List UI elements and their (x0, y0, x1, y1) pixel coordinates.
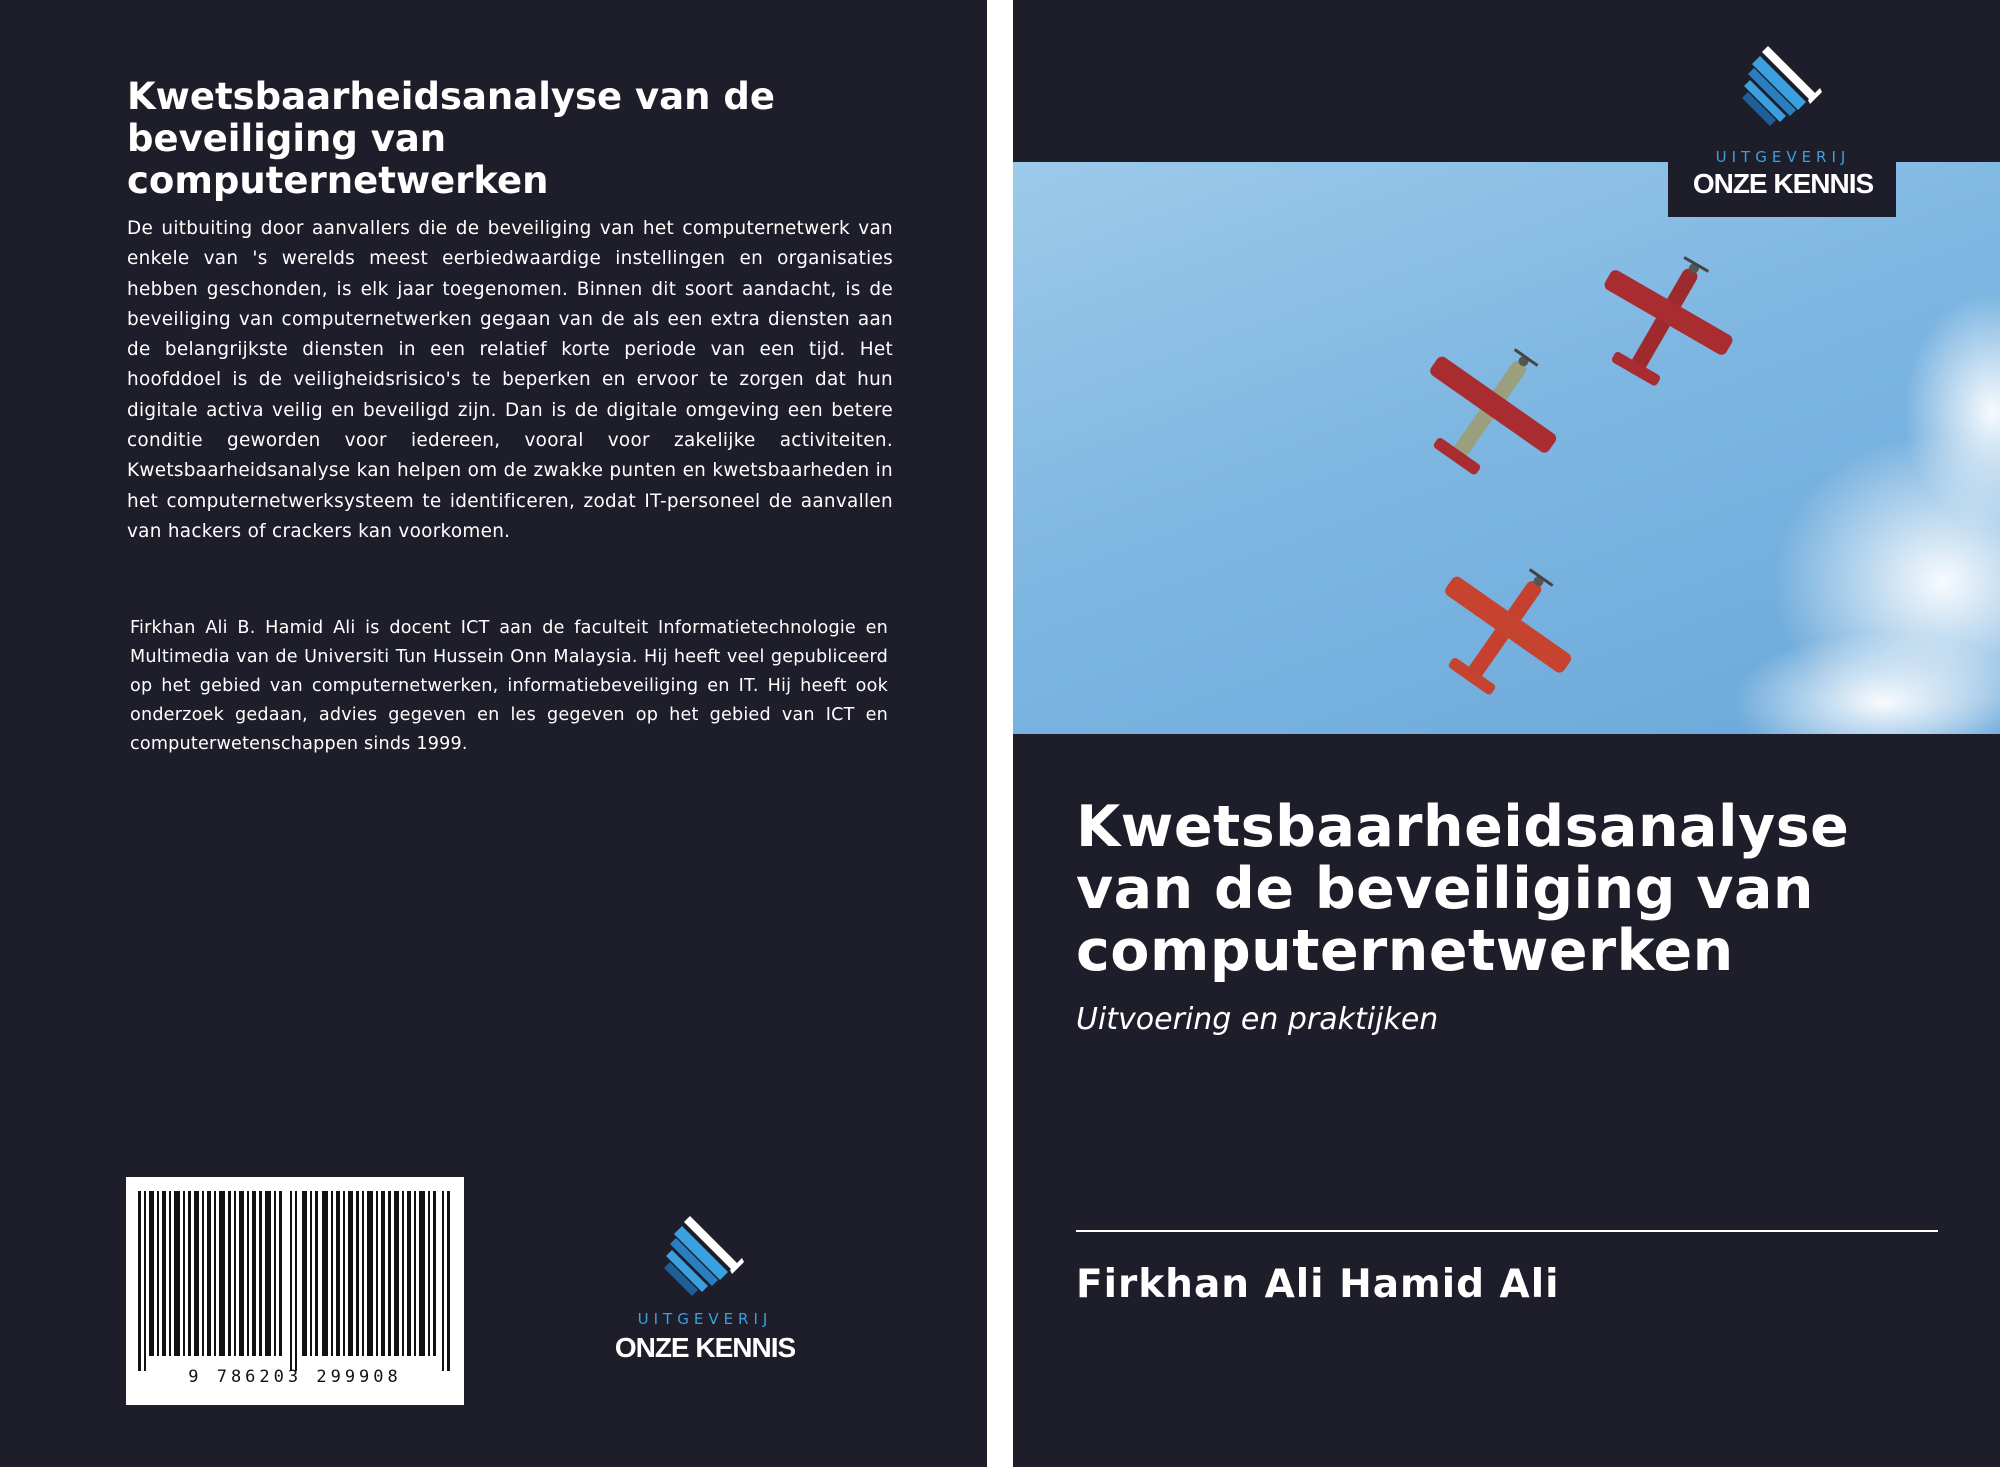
back-cover-blurb: De uitbuiting door aanvallers die de beveiliging van het computernetwerk van enkele van 's werelds meest eerbiedwaardige instellingen en organisaties hebben geschonden, is elk jaar toegenomen. Binnen dit soort aandacht, is de beveiliging van computernetwerken gegaan van de als een extra diensten aan de belangrijkste diensten in een relatief korte periode van een tijd. Het hoofddoel is de veiligheidsrisico's te beperken en ervoor te zorgen dat hun digitale activa veilig en beveiligd zijn. Dan is de digitale omgeving een betere conditie geworden voor iedereen, vooral voor zakelijke activiteiten. Kwetsbaarheidsanalyse kan helpen om de zwakke punten en kwetsbaarheden in het computernetwerksysteem te identificeren, zodat IT-personeel de aanvallen van hackers of crackers kan voorkomen. (127, 218, 893, 542)
cover-photo (1013, 162, 2000, 734)
isbn-number: 9 786203 299908 (188, 1367, 402, 1387)
publisher-name: ONZE KENNIS (614, 1332, 796, 1363)
publisher-logo-back (610, 1210, 800, 1370)
front-cover-title: Kwetsbaarheidsanalyse van de beveiliging van computernetwerken (1076, 794, 1850, 984)
spine (987, 0, 1013, 1467)
back-cover-title: Kwetsbaarheidsanalyse van de beveiliging van computernetwerken (127, 75, 775, 202)
airplane (1572, 228, 1757, 409)
isbn-barcode (126, 1177, 464, 1405)
divider (1076, 1230, 1938, 1232)
book-stack-logo-icon (660, 1210, 750, 1300)
front-cover-subtitle: Uitvoering en praktijken (1076, 1002, 1439, 1037)
author-name: Firkhan Ali Hamid Ali (1076, 1262, 1560, 1307)
cloud (1733, 632, 2000, 734)
publisher-overline: UITGEVERIJ (637, 1310, 773, 1328)
author-bio: Firkhan Ali B. Hamid Ali is docent ICT aan de faculteit Informatietechnologie en Multimedia van de Universiti Tun Hussein Onn Malaysia. Hij heeft veel gepubliceerd op het gebied van computernetwerken, informatiebeveiliging en IT. Hij heeft ook onderzoek gedaan, advies gegeven en les gegeven op het gebied van ICT en computerwetenschappen sinds 1999. (130, 618, 888, 754)
publisher-name: ONZE KENNIS (1692, 168, 1874, 199)
airplane (1395, 315, 1586, 502)
publisher-overline: UITGEVERIJ (1715, 148, 1851, 166)
publisher-logo-front (1668, 40, 1898, 220)
book-stack-logo-icon (1738, 40, 1828, 130)
airplane (1410, 535, 1601, 722)
